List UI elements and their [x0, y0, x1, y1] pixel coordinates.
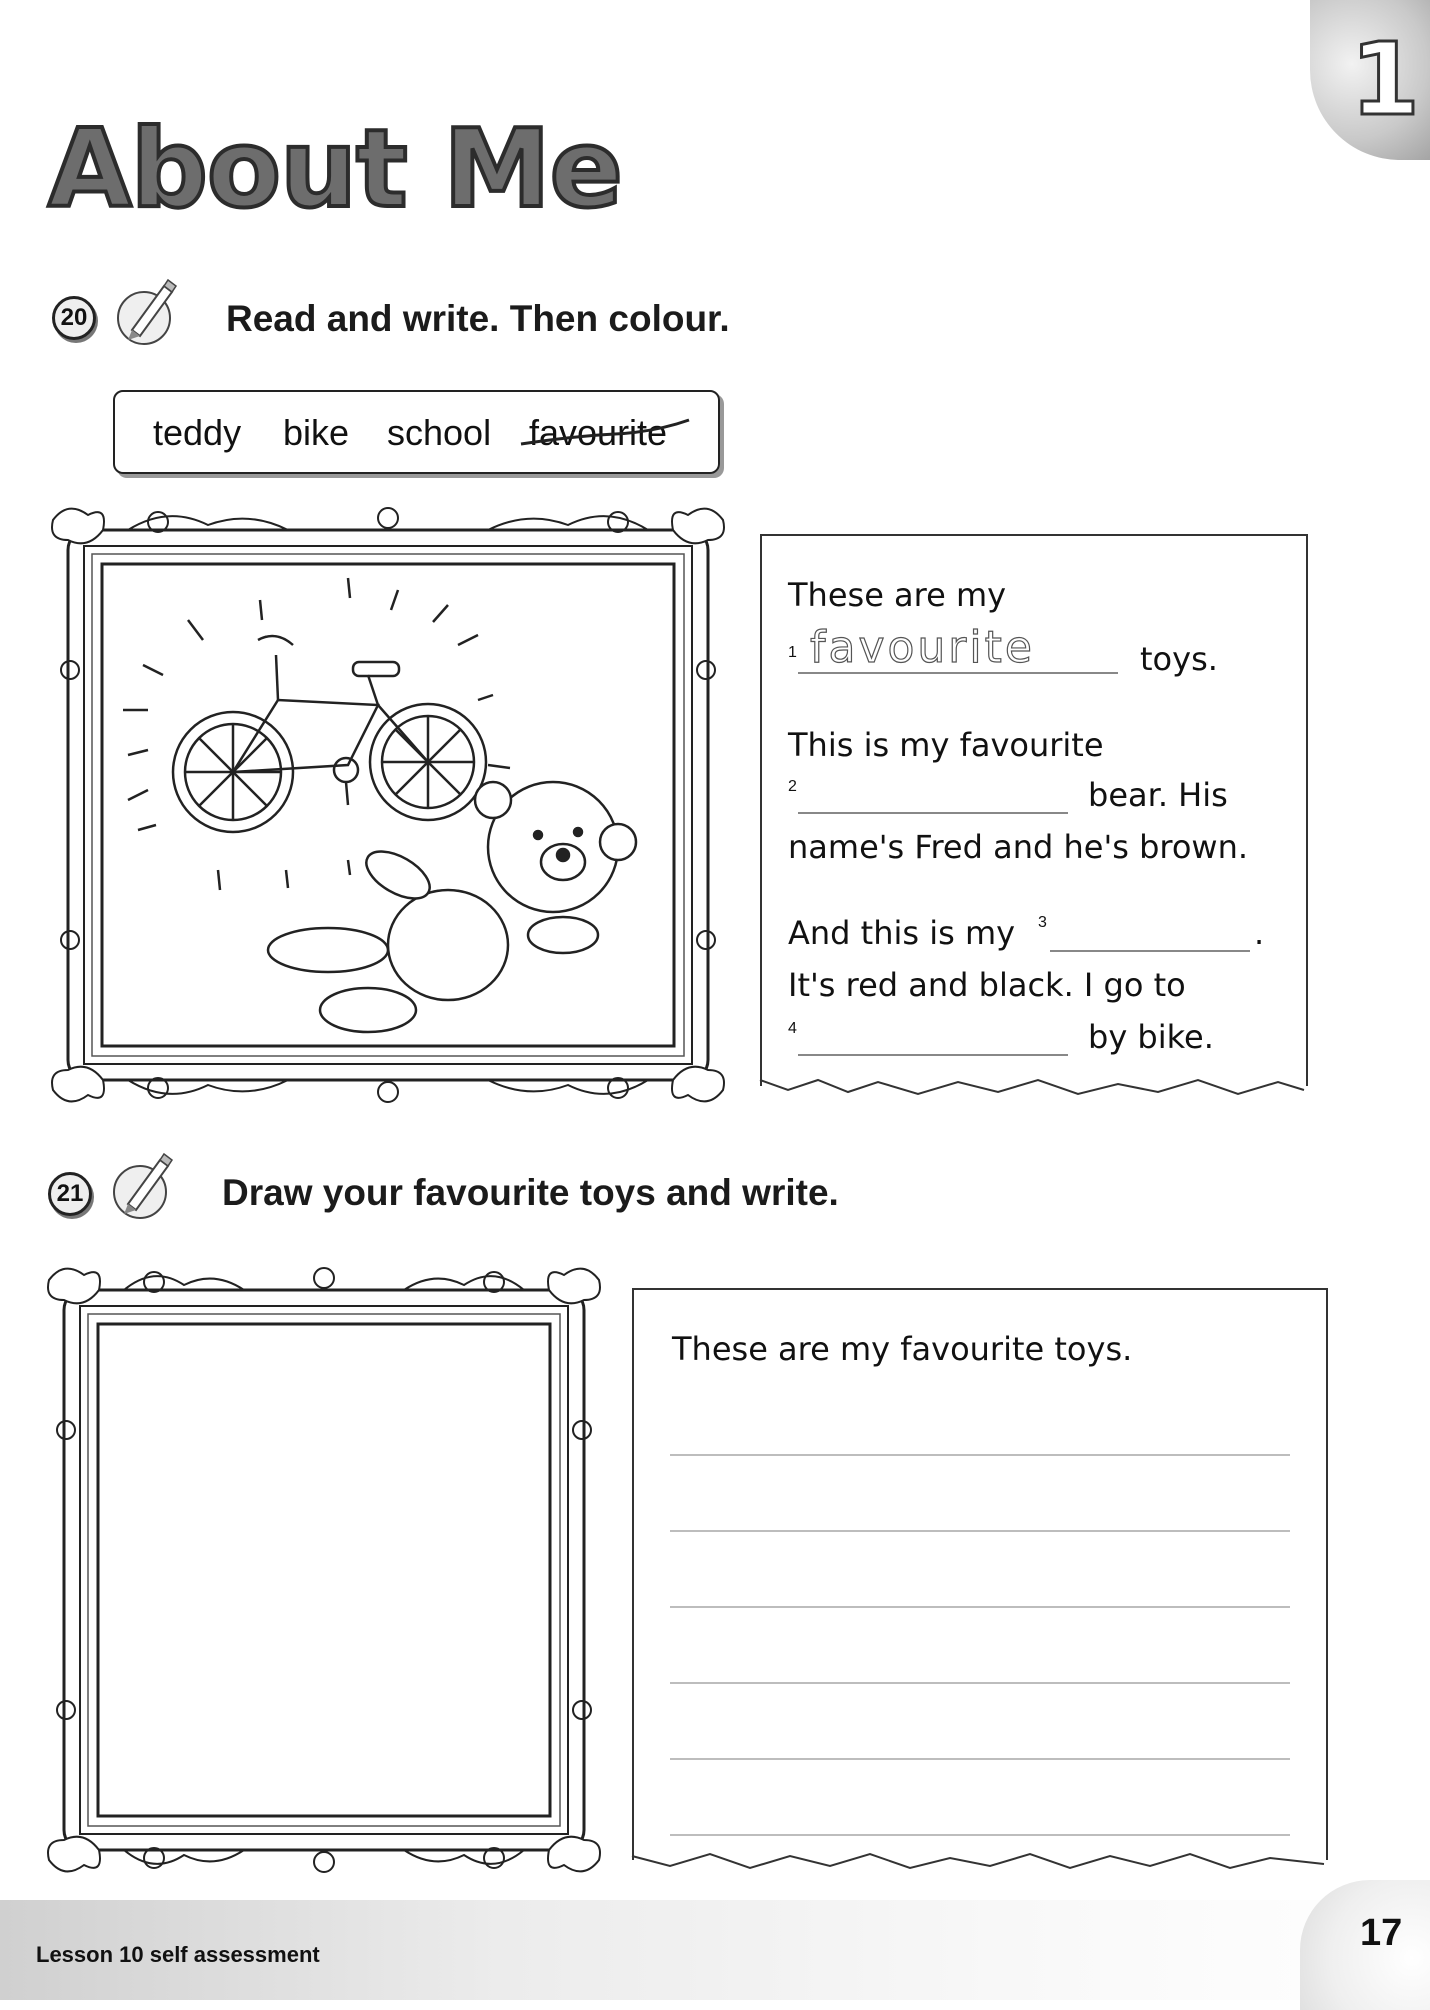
writing-line[interactable]	[670, 1834, 1290, 1836]
exercise-20-instruction: Read and write. Then colour.	[226, 298, 730, 339]
text-line: bear. His	[1088, 776, 1228, 814]
text-line: These are my	[788, 576, 1007, 614]
word-bank-item: teddy	[153, 412, 242, 453]
text-line: name's Fred and he's brown.	[788, 828, 1249, 866]
example-answer: favourite	[810, 622, 1035, 673]
drawing-frame[interactable]	[44, 1260, 604, 1880]
blank-number: 3	[1038, 914, 1047, 931]
exercise-number-badge: 21	[48, 1172, 92, 1216]
answer-blank-3[interactable]	[1050, 914, 1250, 952]
page-title: About Me	[48, 107, 622, 232]
pencil-icon	[108, 1142, 178, 1222]
page-number: 17	[1360, 1912, 1403, 1954]
text-line: And this is my	[788, 914, 1016, 952]
blank-number: 1	[788, 644, 797, 661]
unit-number: 1	[1350, 21, 1420, 138]
word-bank	[113, 390, 720, 474]
text-line: .	[1254, 914, 1265, 952]
word-bank-item: bike	[283, 412, 350, 453]
text-line: toys.	[1140, 640, 1218, 678]
writing-line[interactable]	[670, 1682, 1290, 1684]
torn-edge	[630, 1850, 1326, 1880]
exercise-21-instruction: Draw your favourite toys and write.	[222, 1172, 839, 1213]
text-line: This is my favourite	[788, 726, 1104, 764]
picture-frame	[48, 500, 728, 1110]
word-bank-item-crossed: favourite	[529, 412, 668, 453]
writing-line[interactable]	[670, 1606, 1290, 1608]
text-line: by bike.	[1088, 1018, 1214, 1056]
exercise-number-badge: 20	[52, 296, 96, 340]
lesson-label: Lesson 10 self assessment	[36, 1942, 320, 1967]
answer-blank-1[interactable]	[798, 622, 1118, 674]
pencil-icon	[112, 268, 182, 348]
strike-through-mark	[515, 414, 695, 454]
answer-blank-4[interactable]	[798, 1018, 1068, 1056]
text-line: It's red and black. I go to	[788, 966, 1186, 1004]
writing-line[interactable]	[670, 1530, 1290, 1532]
answer-blank-2[interactable]	[798, 776, 1068, 814]
exercise-21-text-box	[632, 1288, 1328, 1860]
word-bank-item: school	[387, 412, 492, 453]
writing-line[interactable]	[670, 1454, 1290, 1456]
torn-edge	[758, 1076, 1306, 1106]
text-line: These are my favourite toys.	[672, 1330, 1133, 1368]
exercise-20-text-box	[760, 534, 1308, 1086]
writing-line[interactable]	[670, 1758, 1290, 1760]
blank-number: 2	[788, 778, 797, 795]
blank-number: 4	[788, 1020, 797, 1037]
